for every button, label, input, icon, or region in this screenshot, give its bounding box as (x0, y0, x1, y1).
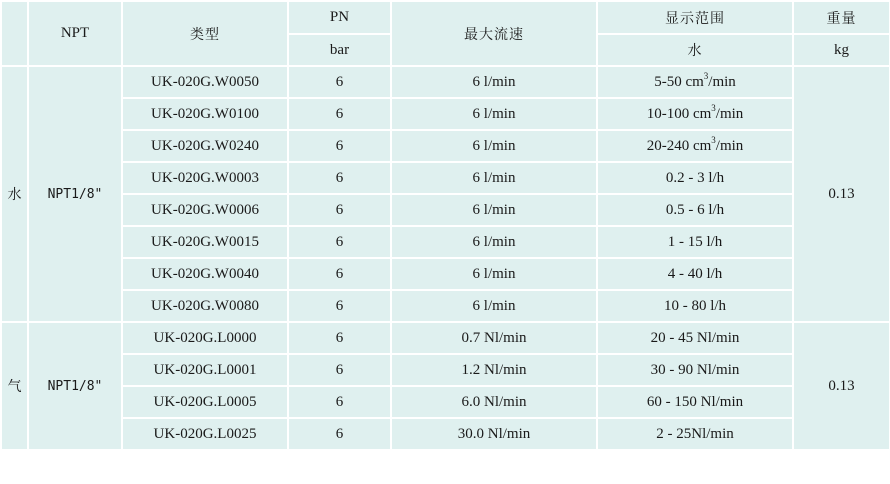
header-medium-cell (1, 1, 28, 66)
range-value: 10-100 cm (646, 105, 712, 122)
max-flow-cell: 6.0 Nl/min (391, 386, 597, 418)
range-value: 2 - 25Nl/min (656, 425, 734, 442)
range-suffix: /min (708, 73, 736, 90)
type-cell: UK-020G.W0080 (122, 290, 288, 322)
type-cell: UK-020G.L0025 (122, 418, 288, 450)
type-cell: UK-020G.L0000 (122, 322, 288, 354)
range-suffix: /min (715, 105, 744, 122)
weight-cell: 0.13 (793, 322, 890, 450)
header-pn-unit: bar (288, 34, 391, 66)
medium-cell: 气 (1, 322, 28, 450)
type-cell: UK-020G.W0240 (122, 130, 288, 162)
table-row (1, 322, 890, 354)
header-max-flow: 最大流速 (391, 1, 597, 66)
table-row (1, 130, 890, 162)
table-row (1, 226, 890, 258)
type-cell: UK-020G.L0005 (122, 386, 288, 418)
table-row (1, 162, 890, 194)
type-cell: UK-020G.W0006 (122, 194, 288, 226)
header-weight-unit: kg (793, 34, 890, 66)
pn-cell: 6 (288, 130, 391, 162)
pn-cell: 6 (288, 66, 391, 98)
pn-cell: 6 (288, 354, 391, 386)
range-cell (597, 354, 793, 386)
range-suffix: /min (715, 137, 744, 154)
max-flow-cell: 0.7 Nl/min (391, 322, 597, 354)
range-value: 1 - 15 l/h (667, 233, 723, 250)
range-cell (597, 322, 793, 354)
type-cell: UK-020G.W0003 (122, 162, 288, 194)
range-cell (597, 418, 793, 450)
max-flow-cell: 6 l/min (391, 66, 597, 98)
pn-cell: 6 (288, 418, 391, 450)
table-row (1, 354, 890, 386)
range-value: 0.5 - 6 l/h (665, 201, 725, 218)
max-flow-cell: 6 l/min (391, 98, 597, 130)
max-flow-cell: 6 l/min (391, 194, 597, 226)
type-cell: UK-020G.W0100 (122, 98, 288, 130)
max-flow-cell: 6 l/min (391, 162, 597, 194)
type-cell: UK-020G.W0015 (122, 226, 288, 258)
range-value: 0.2 - 3 l/h (665, 169, 725, 186)
type-cell: UK-020G.L0001 (122, 354, 288, 386)
max-flow-cell: 6 l/min (391, 290, 597, 322)
table-body (1, 66, 890, 450)
range-value: 4 - 40 l/h (667, 265, 723, 282)
max-flow-cell: 6 l/min (391, 226, 597, 258)
pn-cell: 6 (288, 258, 391, 290)
pn-cell: 6 (288, 98, 391, 130)
weight-cell: 0.13 (793, 66, 890, 322)
table-row (1, 98, 890, 130)
max-flow-cell: 30.0 Nl/min (391, 418, 597, 450)
range-value: 30 - 90 Nl/min (650, 361, 740, 378)
type-cell: UK-020G.W0050 (122, 66, 288, 98)
table-row (1, 66, 890, 98)
pn-cell: 6 (288, 194, 391, 226)
range-cell (597, 258, 793, 290)
range-superscript: 3 (711, 134, 716, 145)
range-cell (597, 98, 793, 130)
header-row-1 (1, 1, 890, 34)
table-row (1, 418, 890, 450)
medium-cell: 水 (1, 66, 28, 322)
range-cell (597, 226, 793, 258)
range-cell (597, 386, 793, 418)
range-superscript: 3 (711, 102, 716, 113)
max-flow-cell: 6 l/min (391, 258, 597, 290)
pn-cell: 6 (288, 386, 391, 418)
range-cell (597, 130, 793, 162)
range-superscript: 3 (703, 70, 709, 81)
pn-cell: 6 (288, 322, 391, 354)
max-flow-cell: 1.2 Nl/min (391, 354, 597, 386)
header-pn: PN (288, 1, 391, 34)
pn-cell: 6 (288, 162, 391, 194)
npt-cell: NPT1/8" (28, 66, 122, 322)
range-value: 5-50 cm (654, 73, 704, 90)
header-type: 类型 (122, 1, 288, 66)
range-cell (597, 194, 793, 226)
range-value: 60 - 150 Nl/min (646, 393, 744, 410)
pn-cell: 6 (288, 290, 391, 322)
header-range-sub: 水 (597, 34, 793, 66)
range-cell (597, 290, 793, 322)
header-npt: NPT (28, 1, 122, 66)
max-flow-cell: 6 l/min (391, 130, 597, 162)
header-weight: 重量 (793, 1, 890, 34)
range-value: 20-240 cm (646, 137, 712, 154)
range-cell (597, 66, 793, 98)
table-row (1, 194, 890, 226)
table-row (1, 386, 890, 418)
pn-cell: 6 (288, 226, 391, 258)
type-cell: UK-020G.W0040 (122, 258, 288, 290)
header-range: 显示范围 (597, 1, 793, 34)
table-row (1, 290, 890, 322)
range-value: 20 - 45 Nl/min (650, 329, 740, 346)
npt-cell: NPT1/8" (28, 322, 122, 450)
table-row (1, 258, 890, 290)
range-value: 10 - 80 l/h (663, 297, 727, 314)
range-cell (597, 162, 793, 194)
